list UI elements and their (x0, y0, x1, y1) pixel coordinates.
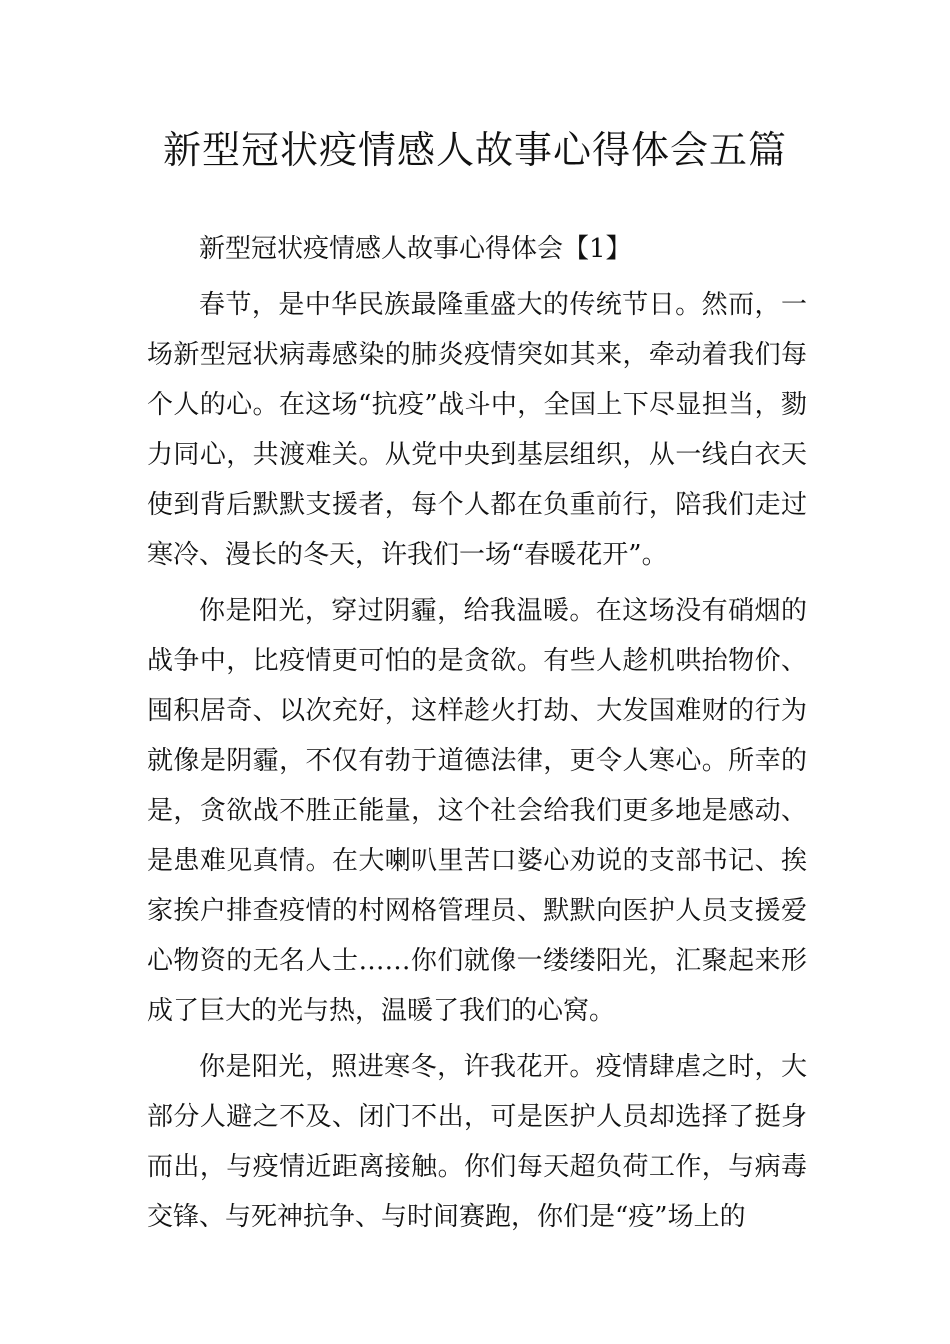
section-heading: 新型冠状疫情感人故事心得体会【1】 (199, 234, 632, 264)
paragraph-3: 你是阳光，照进寒冬，许我花开。疫情肆虐之时，大部分人避之不及、闭门不出，可是医护人员却选择了挺身而出，与疫情近距离接触。你们每天超负荷工作，与病毒交锋、与死神抗争、与时间赛跑，你们是“疫”场上的 (147, 1052, 807, 1232)
paragraph-1: 春节，是中华民族最隆重盛大的传统节日。然而，一场新型冠状病毒感染的肺炎疫情突如其来，牵动着我们每个人的心。在这场“抗疫”战斗中，全国上下尽显担当，勠力同心，共渡难关。从党中央到基层组织，从一线白衣天使到背后默默支援者，每个人都在负重前行，陪我们走过寒冷、漫长的冬天，许我们一场“春暖花开”。 (147, 290, 807, 570)
paragraph-2: 你是阳光，穿过阴霾，给我温暖。在这场没有硝烟的战争中，比疫情更可怕的是贪欲。有些人趁机哄抬物价、囤积居奇、以次充好，这样趁火打劫、大发国难财的行为就像是阴霾，不仅有勃于道德法律，更令人寒心。所幸的是，贪欲战不胜正能量，这个社会给我们更多地是感动、是患难见真情。在大喇叭里苦口婆心劝说的支部书记、挨家挨户排查疫情的村网格管理员、默默向医护人员支援爱心物资的无名人士……你们就像一缕缕阳光，汇聚起来形成了巨大的光与热，温暖了我们的心窝。 (147, 596, 807, 1026)
document-body (147, 224, 807, 1248)
document-title: 新型冠状疫情感人故事心得体会五篇 (162, 128, 787, 172)
